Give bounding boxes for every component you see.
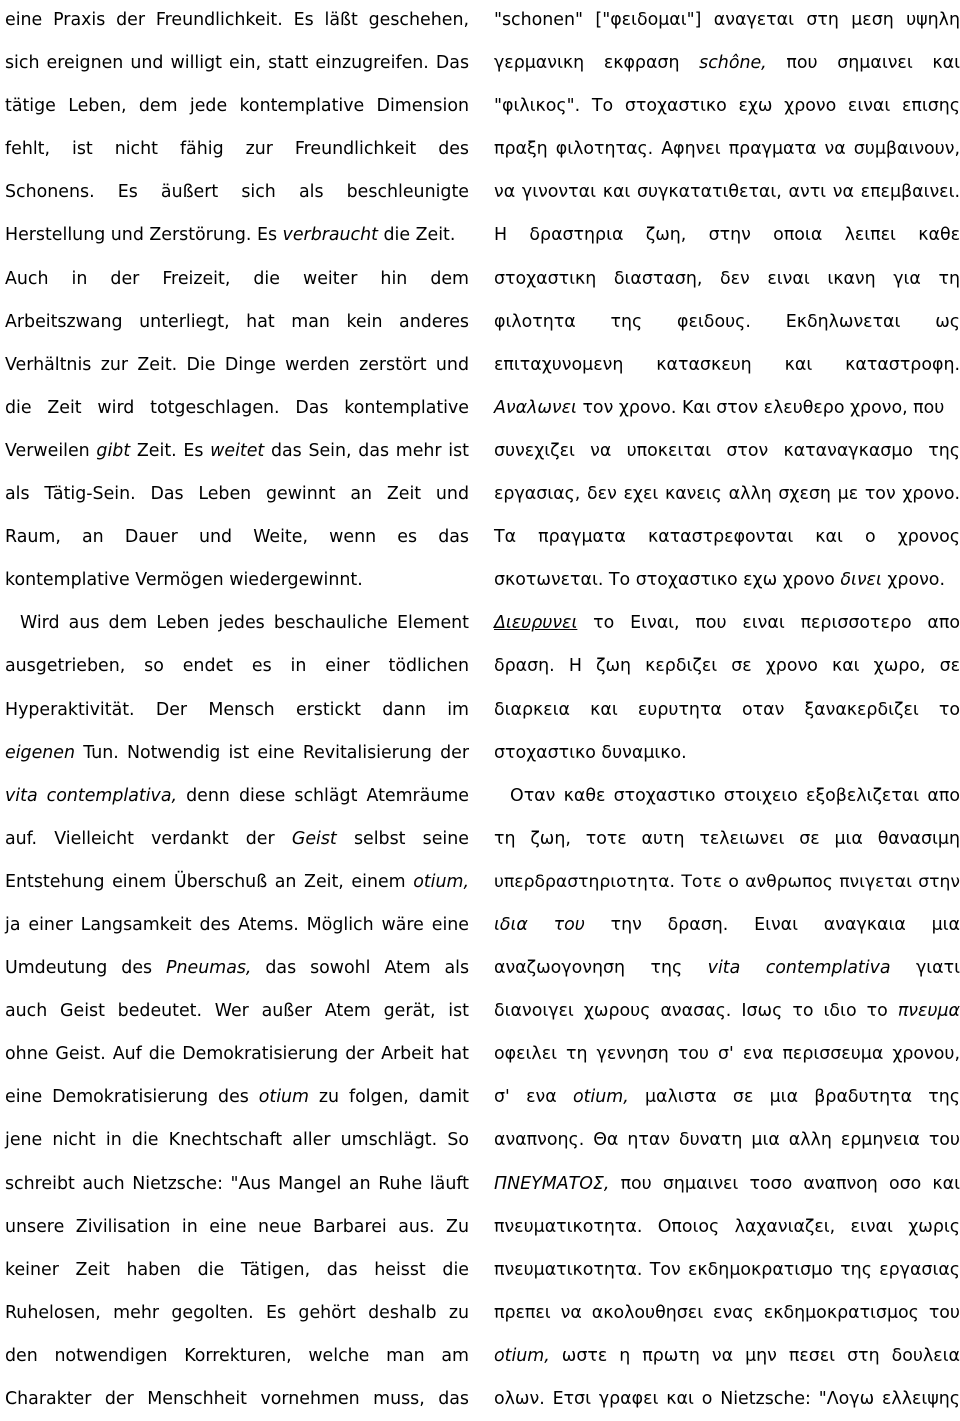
text-line	[494, 85, 960, 128]
text-line	[5, 1163, 469, 1206]
italic-text: schône,	[699, 53, 767, 74]
text-segment: ja einer Langsamkeit des Atems. Möglich wäre eine	[5, 914, 469, 935]
text-line	[494, 645, 960, 688]
text-line	[494, 689, 960, 732]
text-line	[494, 947, 960, 990]
text-line	[494, 473, 960, 516]
text-segment: διανοιγει χωρους ανασας. Ισως το ιδιο το	[494, 1001, 898, 1022]
text-line	[494, 430, 960, 473]
text-line	[494, 214, 960, 257]
text-line	[5, 689, 469, 732]
text-line	[494, 775, 960, 818]
text-segment: ausgetrieben, so endet es in einer tödlichen	[5, 656, 469, 677]
text-line	[494, 1249, 960, 1292]
text-segment: Raum, an Dauer und Weite, wenn es das	[5, 527, 469, 548]
text-line	[5, 1119, 469, 1162]
italic-text: otium,	[413, 871, 469, 892]
text-segment: Hyperaktivität. Der Mensch erstickt dann im	[5, 699, 469, 720]
italic-text: vita contemplativa	[707, 958, 891, 979]
text-segment: Umdeutung des	[5, 958, 167, 979]
italic-text: vita contemplativa,	[5, 785, 178, 806]
text-segment: Ruhelosen, mehr gegolten. Es gehört deshalb zu	[5, 1302, 469, 1323]
text-segment: Zeit. Es	[130, 440, 211, 461]
text-segment: Οταν καθε στοχαστικο στοιχειο εξοβελιζεται απο	[510, 785, 960, 806]
text-segment: Η δραστηρια ζωη, στην οποια λειπει καθε	[494, 225, 960, 246]
text-segment: υπερδραστηριοτητα. Τοτε ο ανθρωπος πνιγεται στην	[494, 871, 960, 892]
italic-text: Pneumas,	[166, 958, 252, 979]
text-segment: die Zeit.	[377, 225, 456, 246]
text-segment: auch Geist bedeutet. Wer außer Atem gerät, ist	[5, 1001, 469, 1022]
text-segment: Τα πραγματα καταστρεφονται και ο χρονος	[494, 527, 960, 548]
text-line	[494, 42, 960, 85]
text-line	[5, 473, 469, 516]
text-segment: στοχαστικη διασταση, δεν ειναι ικανη για τη	[494, 268, 960, 289]
text-segment: χρονο.	[881, 570, 945, 591]
text-segment: το Ειναι, που ειναι περισσοτερο απο	[577, 613, 960, 634]
text-segment: συνεχιζει να υποκειται στον καταναγκασμο της	[494, 440, 960, 461]
text-line	[5, 42, 469, 85]
text-segment: Arbeitszwang unterliegt, hat man kein anderes	[5, 311, 469, 332]
text-line	[5, 1076, 469, 1119]
text-line	[5, 387, 469, 430]
text-segment: σκοτωνεται. Το στοχαστικο εχω χρονο	[494, 570, 841, 591]
italic-text: δινει	[840, 570, 882, 591]
italic-text: ΠΝΕΥΜΑΤΟΣ,	[494, 1173, 610, 1194]
text-segment: επιταχυνομενη κατασκευη και καταστροφη.	[494, 354, 960, 375]
text-segment: auf. Vielleicht verdankt der	[5, 828, 292, 849]
text-line	[5, 732, 469, 775]
underlined-italic-text: Διευρυνει	[494, 613, 578, 634]
italic-text: weitet	[210, 440, 265, 461]
text-segment: das sowohl Atem als	[251, 958, 470, 979]
text-line	[494, 732, 960, 775]
text-segment: "φιλικος". Το στοχαστικο εχω χρονο ειναι επισης	[494, 96, 960, 117]
text-segment: unsere Zivilisation in eine neue Barbarei aus. Zu	[5, 1216, 469, 1237]
text-line	[5, 602, 469, 645]
text-segment: που σημαινει τοσο αναπνοη οσο και	[609, 1173, 960, 1194]
text-segment: eine Praxis der Freundlichkeit. Es läßt geschehen,	[5, 10, 469, 30]
text-line	[5, 861, 469, 904]
text-segment: αναπνοης. Θα ηταν δυνατη μια αλλη ερμηνεια του	[494, 1130, 960, 1151]
italic-text: otium,	[494, 1345, 550, 1366]
text-line	[5, 818, 469, 861]
text-segment: ohne Geist. Auf die Demokratisierung der Arbeit hat	[5, 1044, 469, 1065]
text-line	[5, 128, 469, 171]
text-line	[494, 990, 960, 1033]
text-line	[494, 258, 960, 301]
text-line	[494, 1033, 960, 1076]
text-line	[494, 344, 960, 387]
text-line	[494, 559, 960, 602]
text-line	[5, 516, 469, 559]
text-line	[5, 904, 469, 947]
text-line	[494, 387, 960, 430]
text-line	[5, 990, 469, 1033]
text-segment: μαλιστα σε μια βραδυτητα της	[628, 1087, 960, 1108]
italic-text: otium	[258, 1087, 310, 1108]
text-segment: σ' ενα	[494, 1087, 573, 1108]
text-segment: πρεπει να ακολουθησει ενας εκδημοκρατισμος του	[494, 1302, 960, 1323]
text-segment: schreibt auch Nietzsche: "Aus Mangel an Ruhe läuft	[5, 1173, 469, 1194]
text-segment: das Sein, das mehr ist	[264, 440, 469, 461]
text-line	[494, 861, 960, 904]
text-segment: τον χρονο. Και στον ελευθερο χρονο, που	[576, 397, 945, 418]
text-segment: Auch in der Freizeit, die weiter hin dem	[5, 268, 469, 289]
text-line	[5, 214, 469, 257]
text-line	[494, 602, 960, 645]
german-text-column	[5, 0, 469, 1421]
text-line	[5, 1249, 469, 1292]
text-line	[494, 1335, 960, 1378]
text-line	[5, 645, 469, 688]
text-line	[494, 171, 960, 214]
text-segment: zu folgen, damit	[309, 1087, 469, 1108]
text-line	[494, 1378, 960, 1421]
text-line	[494, 1119, 960, 1162]
text-line	[494, 1076, 960, 1119]
text-segment: Entstehung einem Überschuß an Zeit, einem	[5, 871, 414, 892]
text-line	[5, 1335, 469, 1378]
text-segment: Verhältnis zur Zeit. Die Dinge werden zerstört und	[5, 354, 469, 375]
italic-text: Αναλωνει	[494, 397, 577, 418]
text-segment: Verweilen	[5, 440, 97, 461]
text-line	[5, 1206, 469, 1249]
text-line	[494, 1206, 960, 1249]
text-segment: "schonen" ["φειδομαι"] αναγεται στη μεση υψηλη	[494, 10, 960, 30]
text-line	[494, 818, 960, 861]
text-line	[494, 0, 960, 42]
italic-text: πνευμα	[897, 1001, 960, 1022]
text-segment: αναζωογονηση της	[494, 958, 708, 979]
text-segment: als Tätig-Sein. Das Leben gewinnt an Zeit und	[5, 484, 469, 505]
text-line	[494, 904, 960, 947]
italic-text: ιδια του	[494, 914, 585, 935]
text-segment: die Zeit wird totgeschlagen. Das kontemplative	[5, 397, 469, 418]
italic-text: gibt	[96, 440, 131, 461]
text-line	[5, 171, 469, 214]
text-segment: sich ereignen und willigt ein, statt einzugreifen. Das	[5, 53, 469, 74]
text-segment: διαρκεια και ευρυτητα οταν ξανακερδιζει το	[494, 699, 960, 720]
text-segment: που σημαινει και	[766, 53, 960, 74]
text-segment: εργασιας, δεν εχει κανεις αλλη σχεση με τον χρονο.	[494, 484, 960, 505]
text-segment: denn diese schlägt Atemräume	[177, 785, 470, 806]
text-segment: keiner Zeit haben die Tätigen, das heisst die	[5, 1259, 469, 1280]
text-segment: γιατι	[890, 958, 960, 979]
text-segment: selbst seine	[336, 828, 469, 849]
text-segment: Tun. Notwendig ist eine Revitalisierung der	[75, 742, 469, 763]
text-segment: eine Demokratisierung des	[5, 1087, 259, 1108]
text-segment: γερμανικη εκφραση	[494, 53, 700, 74]
text-segment: fehlt, ist nicht fähig zur Freundlichkeit des	[5, 139, 469, 160]
text-segment: την δραση. Ειναι αναγκαια μια	[584, 914, 960, 935]
text-line	[5, 301, 469, 344]
text-segment: kontemplative Vermögen wiedergewinnt.	[5, 570, 363, 591]
italic-text: otium,	[572, 1087, 629, 1108]
text-line	[5, 344, 469, 387]
text-segment: οφειλει τη γεννηση του σ' ενα περισσευμα χρονου,	[494, 1044, 960, 1065]
text-segment: Herstellung und Zerstörung. Es	[5, 225, 283, 246]
text-segment: τη ζωη, τοτε αυτη τελειωνει σε μια θανασιμη	[494, 828, 960, 849]
text-segment: den notwendigen Korrekturen, welche man am	[5, 1345, 469, 1366]
text-line	[5, 1378, 469, 1421]
text-line	[5, 947, 469, 990]
text-line	[5, 258, 469, 301]
text-segment: jene nicht in die Knechtschaft aller umschlägt. So	[5, 1130, 469, 1151]
text-segment: tätige Leben, dem jede kontemplative Dimension	[5, 96, 469, 117]
text-segment: φιλοτητα της φειδους. Εκδηλωνεται ως	[494, 311, 960, 332]
text-segment: ωστε η πρωτη να μην πεσει στη δουλεια	[549, 1345, 960, 1366]
text-segment: πνευματικοτητα. Οποιος λαχανιαζει, ειναι χωρις	[494, 1216, 960, 1237]
text-line	[5, 430, 469, 473]
text-line	[5, 559, 469, 602]
text-line	[494, 516, 960, 559]
text-segment: Schonens. Es äußert sich als beschleunigte	[5, 182, 469, 203]
text-segment: Wird aus dem Leben jedes beschauliche Element	[20, 613, 469, 634]
text-line	[5, 1033, 469, 1076]
italic-text: Geist	[291, 828, 337, 849]
text-segment: πραξη φιλοτητας. Αφηνει πραγματα να συμβαινουν,	[494, 139, 960, 160]
italic-text: eigenen	[5, 742, 76, 763]
italic-text: verbraucht	[282, 225, 378, 246]
text-line	[494, 1163, 960, 1206]
text-line	[5, 1292, 469, 1335]
text-line	[5, 0, 469, 42]
text-line	[494, 1292, 960, 1335]
text-segment: δραση. Η ζωη κερδιζει σε χρονο και χωρο, σε	[494, 656, 960, 677]
text-segment: στοχαστικο δυναμικο.	[494, 742, 687, 763]
text-line	[494, 128, 960, 171]
text-line	[5, 775, 469, 818]
text-segment: πνευματικοτητα. Τον εκδημοκρατισμο της εργασιας	[494, 1259, 960, 1280]
text-segment: Charakter der Menschheit vornehmen muss, das	[5, 1389, 469, 1409]
text-line	[494, 301, 960, 344]
greek-text-column	[494, 0, 960, 1421]
text-segment: ολων. Ετσι γραφει και ο Nietzsche: "Λογω ελλειψης	[494, 1389, 960, 1409]
text-segment: να γινονται και συγκατατιθεται, αντι να επεμβαινει.	[494, 182, 960, 203]
text-line	[5, 85, 469, 128]
